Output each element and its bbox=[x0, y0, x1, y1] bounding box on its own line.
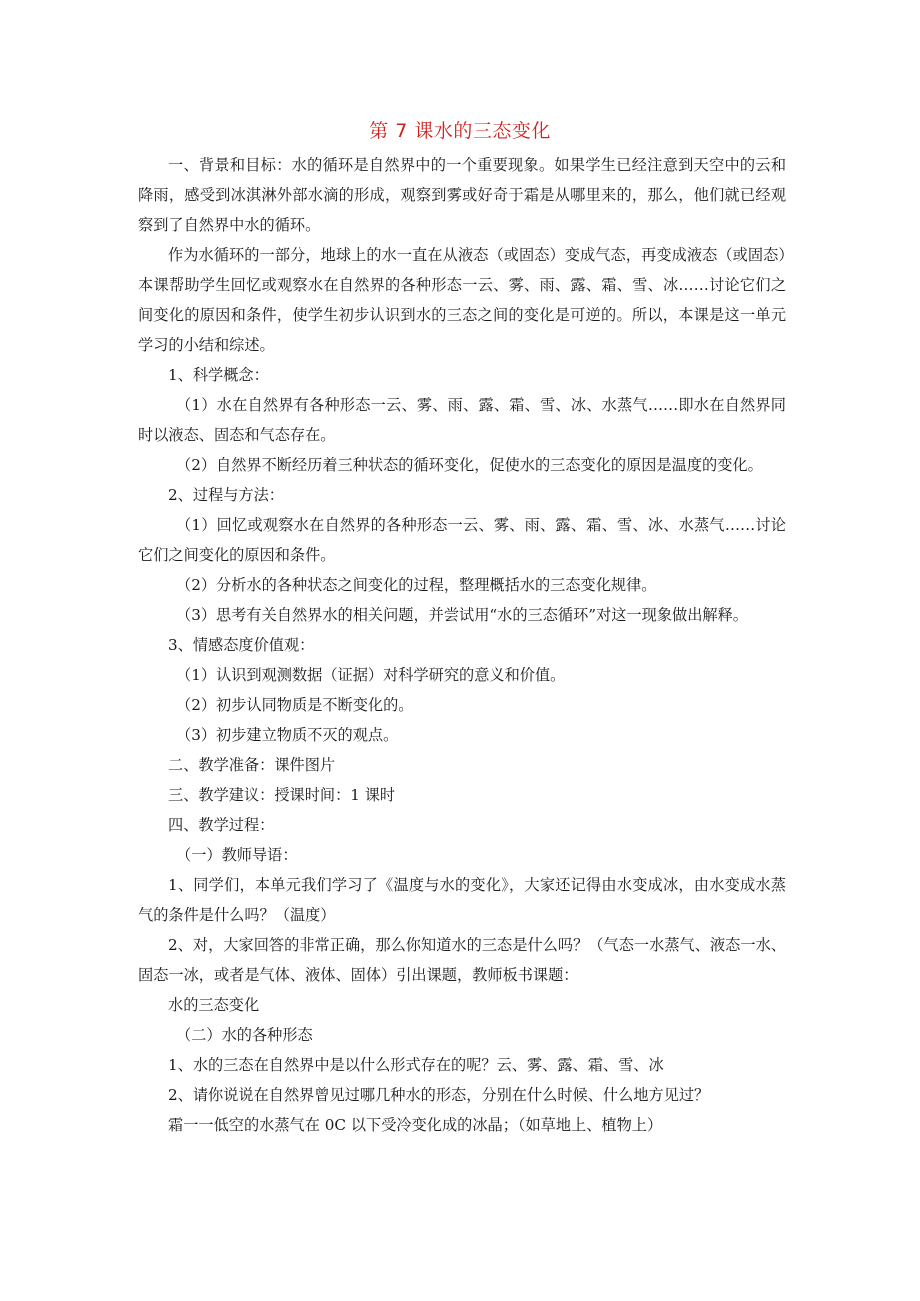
list-item: （3）思考有关自然界水的相关问题，并尝试用“水的三态循环”对这一现象做出解释。 bbox=[176, 606, 748, 624]
paragraph-forms-question-2: 2、请你说说在自然界曾见过哪几种水的形态，分别在什么时候、什么地方见过？ bbox=[168, 1086, 710, 1104]
paragraph-frost: 霜一一低空的水蒸气在 0C 以下受冷变化成的冰晶；（如草地上、植物上） bbox=[168, 1116, 663, 1134]
heading-process-methods: 2、过程与方法： bbox=[168, 486, 284, 504]
list-item: （1）认识到观测数据（证据）对科学研究的意义和价值。 bbox=[176, 666, 566, 684]
list-item: （1）回忆或观察水在自然界的各种形态一云、雾、雨、露、霜、雪、冰、水蒸气……讨论它们之间变化的原因和条件。 bbox=[138, 516, 786, 564]
heading-attitudes-values: 3、情感态度价值观： bbox=[168, 636, 315, 654]
list-item: （3）初步建立物质不灭的观点。 bbox=[176, 726, 399, 744]
heading-teaching-prep: 二、教学准备：课件图片 bbox=[168, 756, 336, 774]
list-item: （2）分析水的各种状态之间变化的过程，整理概括水的三态变化规律。 bbox=[176, 576, 657, 594]
paragraph-question-2: 2、对，大家回答的非常正确，那么你知道水的三态是什么吗？（气态一水蒸气、液态一水、固态一冰，或者是气体、液体、固体）引出课题，教师板书课题： bbox=[138, 936, 786, 984]
heading-science-concepts: 1、科学概念： bbox=[168, 366, 269, 384]
paragraph-lesson-topic: 水的三态变化 bbox=[168, 996, 260, 1014]
list-item: （1）水在自然界有各种形态一云、雾、雨、露、霜、雪、冰、水蒸气……即水在自然界同时以液态、固态和气态存在。 bbox=[138, 396, 786, 444]
subheading-teacher-intro: （一）教师导语： bbox=[176, 846, 298, 864]
document-body bbox=[138, 150, 786, 1140]
heading-teaching-process: 四、教学过程： bbox=[168, 816, 275, 834]
paragraph-forms-question-1: 1、水的三态在自然界中是以什么形式存在的呢？云、雾、露、霜、雪、冰 bbox=[168, 1056, 664, 1074]
list-item: （2）初步认同物质是不断变化的。 bbox=[176, 696, 414, 714]
document-title: 第 7 课水的三态变化 bbox=[369, 120, 551, 142]
list-item: （2）自然界不断经历着三种状态的循环变化，促使水的三态变化的原因是温度的变化。 bbox=[176, 456, 763, 474]
paragraph-question-1: 1、同学们，本单元我们学习了《温度与水的变化》，大家还记得由水变成冰，由水变成水蒸气的条件是什么吗？（温度） bbox=[138, 876, 786, 924]
paragraph-water-cycle: 作为水循环的一部分，地球上的水一直在从液态（或固态）变成气态，再变成液态（或固态）本课帮助学生回忆或观察水在自然界的各种形态一云、雾、雨、露、霜、雪、冰……讨论它们之间变化的原因和条件，使学生初步认识到水的三态之间的变化是可逆的。所以，本课是这一单元学习的小结和综述。 bbox=[138, 246, 786, 354]
subheading-water-forms: （二）水的各种形态 bbox=[176, 1026, 313, 1044]
paragraph-background: 一、背景和目标：水的循环是自然界中的一个重要现象。如果学生已经注意到天空中的云和降雨，感受到冰淇淋外部水滴的形成，观察到雾或好奇于霜是从哪里来的，那么，他们就已经观察到了自然界中水的循环。 bbox=[138, 156, 786, 234]
heading-teaching-suggestions: 三、教学建议：授课时间：1 课时 bbox=[168, 786, 396, 804]
